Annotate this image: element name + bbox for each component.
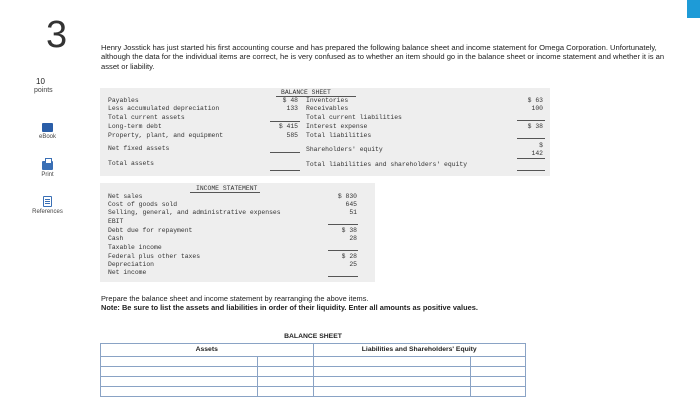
- is-row-label: Debt due for repayment: [108, 227, 193, 234]
- bs-right-label: Interest expense: [306, 123, 368, 130]
- liability-value-input[interactable]: [470, 366, 525, 376]
- liability-value-input[interactable]: [470, 356, 525, 366]
- prepare-text: Prepare the balance sheet and income statement by rearranging the above items.: [101, 294, 369, 303]
- instructions: [101, 294, 691, 312]
- bs-right-label: Total liabilities: [306, 132, 372, 139]
- is-row-label: Federal plus other taxes: [108, 253, 201, 260]
- note-text: Note: Be sure to list the assets and liabilities in order of their liquidity. Enter all amounts as positive values.: [101, 303, 478, 312]
- answer-table-title: BALANCE SHEET: [284, 332, 342, 340]
- is-row-value: $ 28: [341, 253, 357, 260]
- bs-right-label: Receivables: [306, 105, 349, 112]
- question-sidebar: [0, 0, 95, 415]
- asset-value-input[interactable]: [258, 386, 313, 396]
- is-row-label: Net income: [108, 269, 147, 276]
- bs-right-label: Shareholders' equity: [306, 146, 383, 153]
- liability-label-input[interactable]: [313, 356, 470, 366]
- bs-right-value: $ 63: [527, 97, 543, 104]
- balance-sheet-title: BALANCE SHEET: [281, 89, 331, 96]
- bs-right-label: Inventories: [306, 97, 349, 104]
- is-row-label: EBIT: [108, 218, 124, 225]
- balance-sheet-figure: [100, 88, 550, 176]
- bs-right-value: 142: [531, 150, 543, 157]
- is-row-value: $ 830: [337, 193, 357, 200]
- answer-balance-sheet-table: [100, 330, 526, 397]
- liability-value-input[interactable]: [470, 376, 525, 386]
- flag-marker: [687, 0, 700, 18]
- bs-left-value: 133: [286, 105, 298, 112]
- bs-left-label: Total current assets: [108, 114, 185, 121]
- asset-label-input[interactable]: [101, 386, 258, 396]
- asset-value-input[interactable]: [258, 356, 313, 366]
- liability-label-input[interactable]: [313, 366, 470, 376]
- assets-column-header: Assets: [101, 343, 314, 356]
- bs-left-value: 585: [286, 132, 298, 139]
- is-row-label: Taxable income: [108, 244, 162, 251]
- ebook-link[interactable]: [0, 123, 95, 140]
- asset-label-input[interactable]: [101, 376, 258, 386]
- bs-left-label: Less accumulated depreciation: [108, 105, 220, 112]
- is-row-label: Cash: [108, 235, 124, 242]
- bs-left-label: Payables: [108, 97, 139, 104]
- is-row-label: Selling, general, and administrative expenses: [108, 209, 281, 216]
- question-number: 3: [46, 14, 68, 56]
- is-row-value: 25: [349, 261, 357, 268]
- is-row-value: 28: [349, 235, 357, 242]
- is-row-value: 51: [349, 209, 357, 216]
- liability-label-input[interactable]: [313, 376, 470, 386]
- bs-left-label: Long-term debt: [108, 123, 162, 130]
- points-value: 10: [36, 77, 45, 86]
- print-link[interactable]: [0, 161, 95, 178]
- bs-right-label: Total current liabilities: [306, 114, 402, 121]
- book-icon: [42, 123, 53, 132]
- answer-row: [101, 376, 526, 386]
- bs-left-label: Total assets: [108, 160, 155, 167]
- bs-right-label: Total liabilities and shareholders' equity: [306, 161, 468, 168]
- print-label: Print: [41, 172, 54, 178]
- is-row-label: Depreciation: [108, 261, 155, 268]
- bs-left-value: $ 48: [282, 97, 298, 104]
- printer-icon: [42, 161, 53, 170]
- income-statement-figure: [100, 183, 375, 282]
- asset-label-input[interactable]: [101, 366, 258, 376]
- is-row-label: Net sales: [108, 193, 143, 200]
- bs-left-value: $ 415: [278, 123, 298, 130]
- answer-row: [101, 386, 526, 396]
- is-row-value: $ 38: [341, 227, 357, 234]
- asset-label-input[interactable]: [101, 356, 258, 366]
- points-label: points: [34, 87, 53, 94]
- answer-row: [101, 356, 526, 366]
- document-icon: [43, 196, 52, 207]
- answer-row: [101, 366, 526, 376]
- liabilities-column-header: Liabilities and Shareholders' Equity: [313, 343, 526, 356]
- references-label: References: [32, 209, 63, 215]
- question-intro: Henry Josstick has just started his first accounting course and has prepared the following balance sheet and income statement for Omega Corporation. Unfortunately, although the data for the individual items are correct, he is very confused as to whether an item should go in the balance sheet or income statement and whether it is an asset or liability.: [101, 43, 665, 71]
- asset-value-input[interactable]: [258, 376, 313, 386]
- liability-label-input[interactable]: [313, 386, 470, 396]
- ebook-label: eBook: [38, 134, 56, 140]
- asset-value-input[interactable]: [258, 366, 313, 376]
- bs-right-value: 100: [531, 105, 543, 112]
- bs-right-value: $: [539, 142, 543, 149]
- liability-value-input[interactable]: [470, 386, 525, 396]
- is-row-label: Cost of goods sold: [108, 201, 178, 208]
- income-statement-title: INCOME STATEMENT: [196, 185, 258, 192]
- bs-left-label: Net fixed assets: [108, 145, 170, 152]
- references-link[interactable]: [0, 196, 95, 215]
- is-row-value: 645: [345, 201, 357, 208]
- bs-right-value: $ 38: [527, 123, 543, 130]
- bs-left-label: Property, plant, and equipment: [108, 132, 224, 139]
